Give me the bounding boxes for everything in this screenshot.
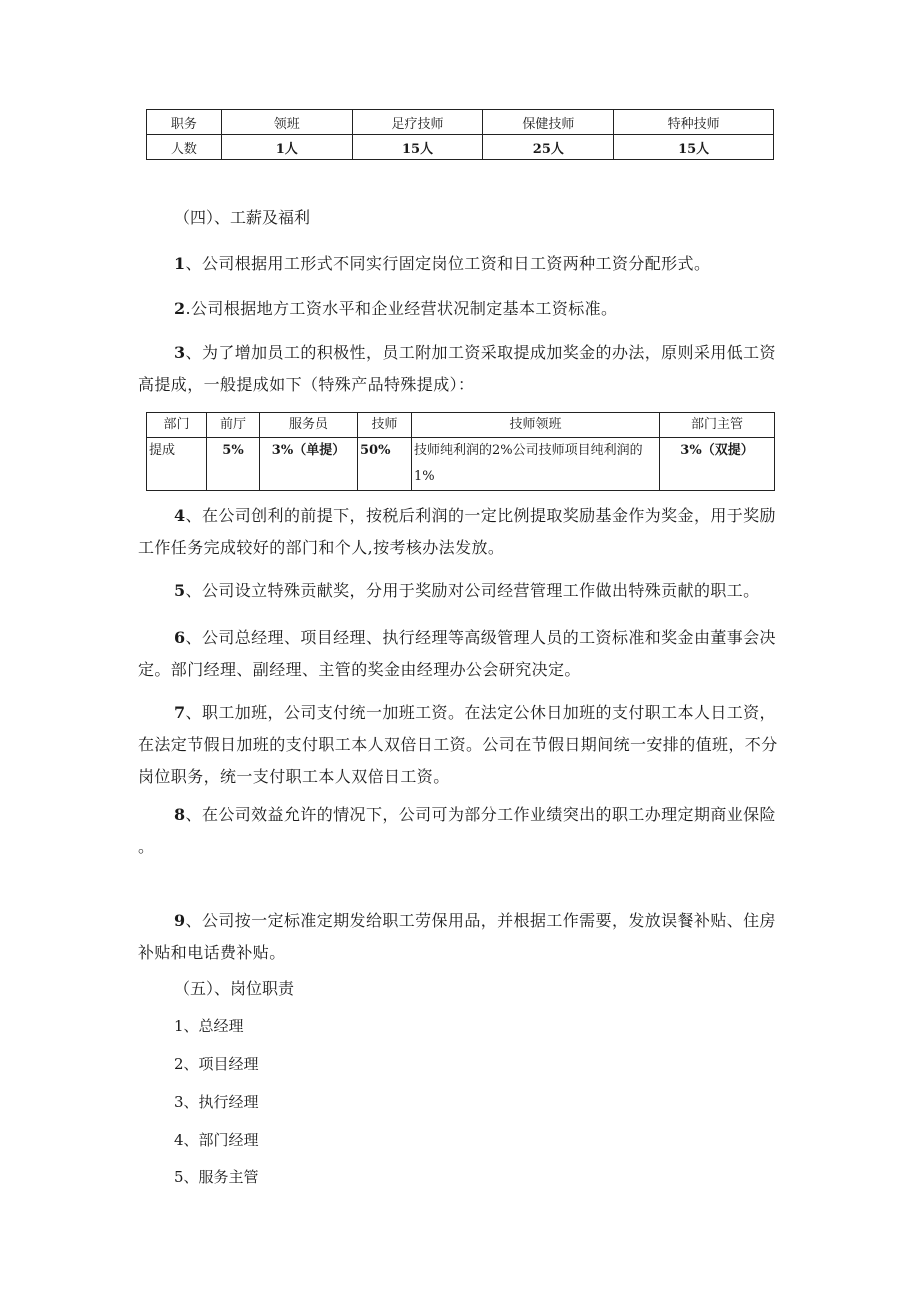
commission-table xyxy=(146,412,775,491)
paragraph-text: 、公司总经理、项目经理、执行经理等高级管理人员的工资标准和奖金由董事会决定。部门经理、副经理、主管的奖金由经理办公会研究决定。 xyxy=(138,628,776,679)
paragraph-text: 、公司设立特殊贡献奖，分用于奖励对公司经营管理工作做出特殊贡献的职工。 xyxy=(185,581,760,600)
paragraph-number: 8 xyxy=(174,805,186,824)
table-header-cell: 前厅 xyxy=(207,413,260,438)
table-cell: 25人 xyxy=(483,135,614,160)
paragraph-3 xyxy=(138,337,788,401)
paragraph-text: .公司根据地方工资水平和企业经营状况制定基本工资标准。 xyxy=(185,299,618,318)
paragraph-number: 3 xyxy=(174,343,186,362)
paragraph-7 xyxy=(138,697,788,793)
staff-count-table xyxy=(146,109,774,160)
table-header-cell: 技师 xyxy=(358,413,412,438)
table-cell: 人数 xyxy=(147,135,222,160)
table-header-cell: 部门 xyxy=(147,413,207,438)
paragraph-number: 5 xyxy=(174,581,186,600)
table-cell: 5% xyxy=(207,438,260,491)
table-cell: 领班 xyxy=(221,110,352,135)
duty-item: 4、部门经理 xyxy=(174,1131,259,1149)
paragraph-number: 9 xyxy=(174,911,186,930)
duty-item: 3、执行经理 xyxy=(174,1093,259,1111)
paragraph-8 xyxy=(138,799,788,863)
table-row xyxy=(147,438,775,491)
duty-item: 5、服务主管 xyxy=(174,1168,259,1186)
table-row xyxy=(147,110,774,135)
table-cell: 3%（双提） xyxy=(660,438,775,491)
table-cell: 技师纯利润的2%公司技师项目纯利润的1% xyxy=(412,438,660,491)
paragraph-number: 6 xyxy=(174,628,186,647)
paragraph-text: 、公司按一定标准定期发给职工劳保用品，并根据工作需要，发放误餐补贴、住房补贴和电话费补贴。 xyxy=(138,911,776,962)
table-cell: 提成 xyxy=(147,438,207,491)
paragraph-4 xyxy=(138,500,788,564)
section-4-title: （四）、工薪及福利 xyxy=(174,208,311,227)
paragraph-number: 7 xyxy=(174,703,186,722)
table-header-cell: 部门主管 xyxy=(660,413,775,438)
paragraph-number: 1 xyxy=(174,254,186,273)
paragraph-9 xyxy=(138,905,788,969)
table-row xyxy=(147,135,774,160)
paragraph-tail: 。 xyxy=(138,837,155,856)
table-header-cell: 技师领班 xyxy=(412,413,660,438)
paragraph-number: 2 xyxy=(174,299,186,318)
table-cell: 3%（单提） xyxy=(260,438,358,491)
duty-item: 2、项目经理 xyxy=(174,1055,259,1073)
section-5-title: （五）、岗位职责 xyxy=(174,979,295,998)
paragraph-text: 、职工加班，公司支付统一加班工资。在法定公休日加班的支付职工本人日工资，在法定节假日加班的支付职工本人双倍日工资。公司在节假日期间统一安排的值班，不分岗位职务，统一支付职工本人双倍日工资。 xyxy=(138,703,778,786)
paragraph-number: 4 xyxy=(174,506,186,525)
paragraph-text: 、为了增加员工的积极性，员工附加工资采取提成加奖金的办法，原则采用低工资高提成，一般提成如下（特殊产品特殊提成）： xyxy=(138,343,776,394)
paragraph-2 xyxy=(138,293,788,325)
table-header-cell: 服务员 xyxy=(260,413,358,438)
duty-item: 1、总经理 xyxy=(174,1017,244,1035)
paragraph-text: 、公司根据用工形式不同实行固定岗位工资和日工资两种工资分配形式。 xyxy=(185,254,711,273)
paragraph-text: 、在公司创利的前提下，按税后利润的一定比例提取奖励基金作为奖金，用于奖励工作任务完成较好的部门和个人,按考核办法发放。 xyxy=(138,506,776,557)
table-row xyxy=(147,413,775,438)
table-cell: 1人 xyxy=(221,135,352,160)
table-cell: 足疗技师 xyxy=(352,110,483,135)
table-cell: 特种技师 xyxy=(614,110,774,135)
table-cell: 50% xyxy=(358,438,412,491)
table-cell: 15人 xyxy=(614,135,774,160)
table-cell: 15人 xyxy=(352,135,483,160)
paragraph-text: 、在公司效益允许的情况下，公司可为部分工作业绩突出的职工办理定期商业保险 xyxy=(185,805,776,824)
table-cell: 职务 xyxy=(147,110,222,135)
table-cell: 保健技师 xyxy=(483,110,614,135)
paragraph-1 xyxy=(138,248,788,280)
paragraph-5 xyxy=(138,575,788,607)
paragraph-6 xyxy=(138,622,788,686)
